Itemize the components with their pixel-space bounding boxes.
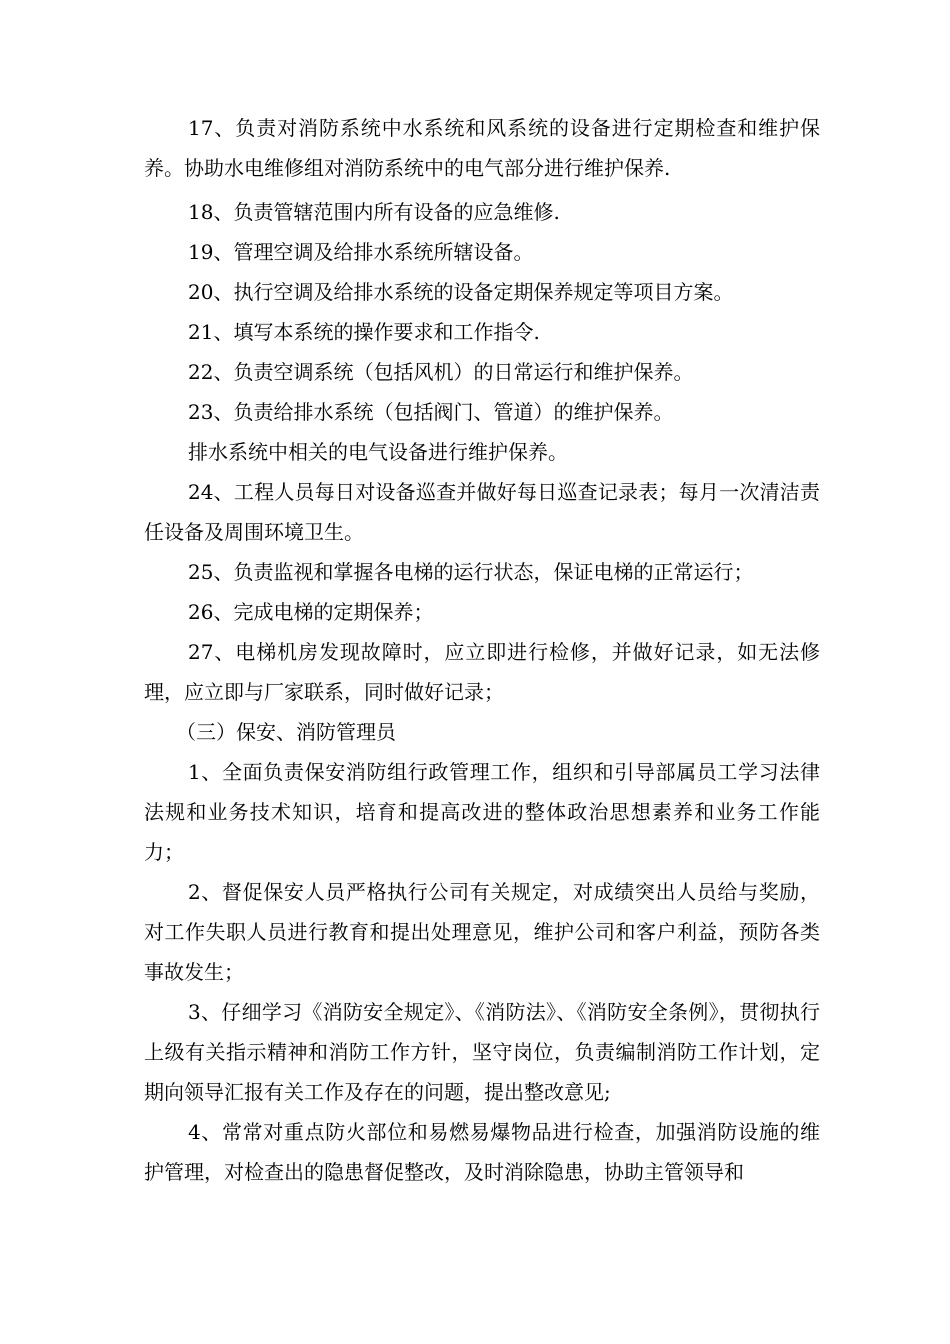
paragraph-25: 25、负责监视和掌握各电梯的运行状态，保证电梯的正常运行； <box>188 560 754 584</box>
security-item-2: 2、督促保安人员严格执行公司有关规定，对成绩突出人员给与奖励，对工作失职人员进行教育和提出处理意见，维护公司和客户利益，预防各类事故发生； <box>144 880 820 984</box>
security-item-1: 1、全面负责保安消防组行政管理工作，组织和引导部属员工学习法律法规和业务技术知识，培育和提高改进的整体政治思想素养和业务工作能力； <box>144 760 820 864</box>
paragraph-19: 19、管理空调及给排水系统所辖设备。 <box>188 240 534 264</box>
paragraph-22: 22、负责空调系统（包括风机）的日常运行和维护保养。 <box>188 360 694 384</box>
security-item-4: 4、常常对重点防火部位和易燃易爆物品进行检查，加强消防设施的维护管理，对检查出的隐患督促整改，及时消除隐患，协助主管领导和 <box>144 1120 820 1184</box>
paragraph-27: 27、电梯机房发现故障时，应立即进行检修，并做好记录，如无法修理，应立即与厂家联系，同时做好记录； <box>144 640 820 704</box>
paragraph-24: 24、工程人员每日对设备巡查并做好每日巡查记录表；每月一次清洁责任设备及周围环境卫生。 <box>144 480 820 544</box>
paragraph-26: 26、完成电梯的定期保养； <box>188 600 434 624</box>
paragraph-23: 23、负责给排水系统（包括阀门、管道）的维护保养。 <box>188 400 674 424</box>
section-heading-security-fire: （三）保安、消防管理员 <box>176 720 396 744</box>
paragraph-20: 20、执行空调及给排水系统的设备定期保养规定等项目方案。 <box>188 280 734 304</box>
paragraph-18: 18、负责管辖范围内所有设备的应急维修. <box>188 200 560 224</box>
security-item-3: 3、仔细学习《消防安全规定》、《消防法》、《消防安全条例》，贯彻执行上级有关指示精神和消防工作方针，坚守岗位，负责编制消防工作计划，定期向领导汇报有关工作及存在的问题，提出整改意见; <box>144 1000 820 1104</box>
paragraph-drainage-electrical: 排水系统中相关的电气设备进行维护保养。 <box>188 440 568 464</box>
paragraph-17: 17、负责对消防系统中水系统和风系统的设备进行定期检查和维护保养。协助水电维修组对消防系统中的电气部分进行维护保养. <box>144 116 820 180</box>
document-body <box>144 108 820 1192</box>
paragraph-21: 21、填写本系统的操作要求和工作指令. <box>188 320 540 344</box>
